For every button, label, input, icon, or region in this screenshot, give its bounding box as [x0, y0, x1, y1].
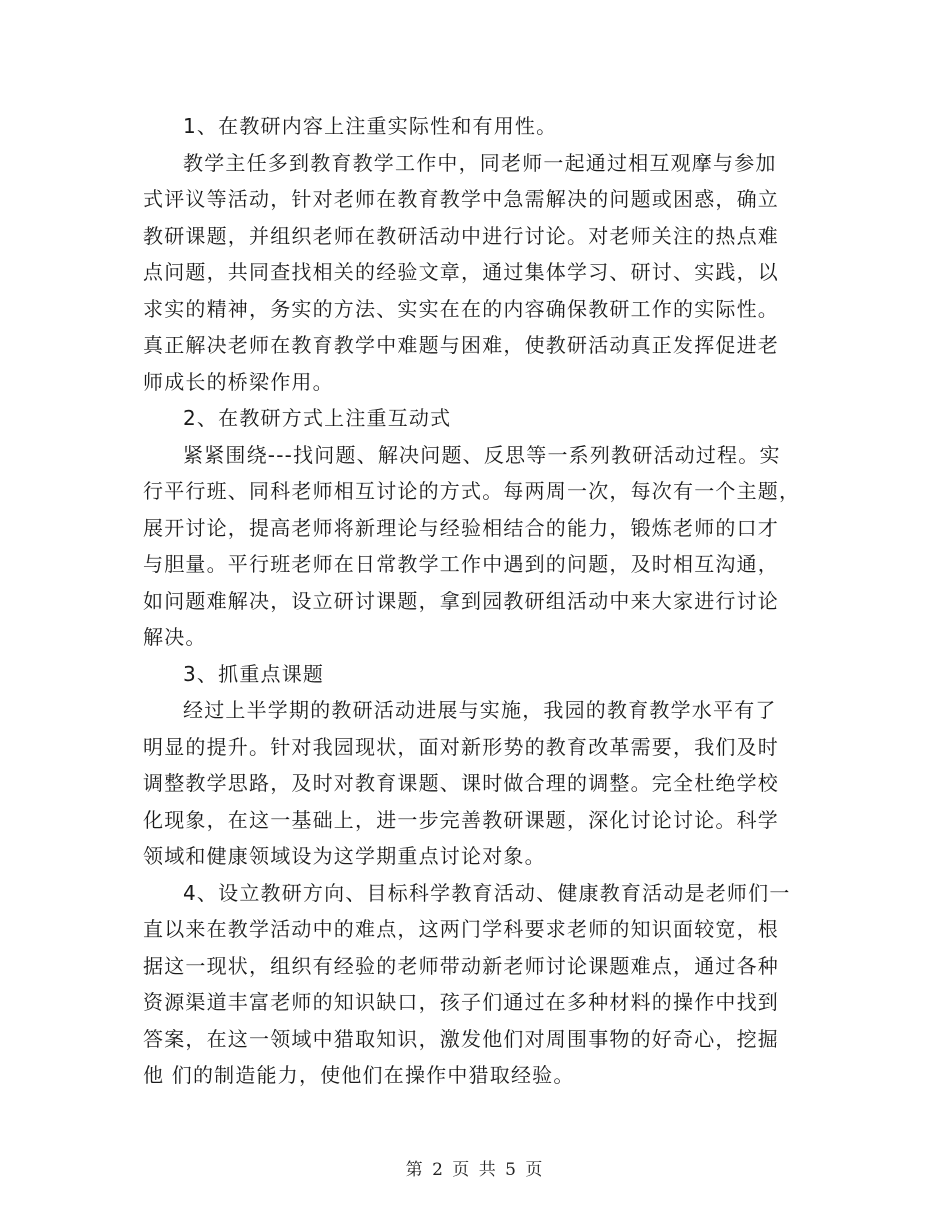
section-4-paragraph [143, 875, 803, 1094]
text-line: 求实的精神，务实的方法、实实在在的内容确保教研工作的实际性。 [143, 296, 779, 321]
text-line: 真正解决老师在教育教学中难题与困难，使教研活动真正发挥促进老 [143, 333, 779, 357]
text-line: 直以来在教学活动中的难点，这两门学科要求老师的知识面较宽，根 [143, 917, 779, 941]
text-line: 答案，在这一领域中猎取知识，激发他们对周围事物的好奇心，挖掘 [143, 1026, 779, 1051]
text-line: 调整教学思路，及时对教育课题、课时做合理的调整。完全杜绝学校 [143, 771, 779, 795]
text-line: 教学主任多到教育教学工作中，同老师一起通过相互观摩与参加 [183, 150, 777, 175]
text-line: 行平行班、同科老师相互讨论的方式。每两周一次，每次有一个主题， [143, 479, 801, 503]
page-number-footer: 第 2 页 共 5 页 [405, 1160, 545, 1180]
text-line: 师成长的桥梁作用。 [143, 369, 334, 394]
text-line: 紧紧围绕---找问题、解决问题、反思等一系列教研活动过程。实 [183, 442, 781, 467]
text-line: 资源渠道丰富老师的知识缺口，孩子们通过在多种材料的操作中找到 [143, 990, 779, 1014]
text-line: 据这一现状，组织有经验的老师带动新老师讨论课题难点，通过各种 [143, 953, 779, 978]
section-2-heading: 2、在教研方式上注重互动式 [183, 406, 452, 430]
section-3-heading: 3、抓重点课题 [183, 661, 325, 686]
text-line: 展开讨论，提高老师将新理论与经验相结合的能力，锻炼老师的口才 [143, 515, 779, 540]
text-line: 经过上半学期的教研活动进展与实施，我园的教育教学水平有了 [183, 698, 777, 722]
text-line: 与胆量。平行班老师在日常教学工作中遇到的问题，及时相互沟通， [143, 552, 779, 576]
text-line: 领域和健康领域设为这学期重点讨论对象。 [143, 844, 546, 868]
section-1-paragraph [143, 145, 803, 401]
section-2-paragraph [143, 437, 803, 656]
text-line: 化现象，在这一基础上，进一步完善教研课题，深化讨论讨论。科学 [143, 807, 779, 832]
text-line: 教研课题，并组织老师在教研活动中进行讨论。对老师关注的热点难 [143, 223, 779, 248]
document-body [143, 108, 803, 1094]
section-3-paragraph [143, 692, 803, 875]
text-line: 式评议等活动，针对老师在教育教学中急需解决的问题或困惑，确立 [143, 187, 779, 211]
section-1-heading: 1、在教研内容上注重实际性和有用性。 [183, 114, 558, 138]
text-line: 如问题难解决，设立研讨课题，拿到园教研组活动中来大家进行讨论 [143, 588, 779, 613]
text-line: 他 们的制造能力，使他们在操作中猎取经验。 [143, 1063, 575, 1087]
text-line: 点问题，共同查找相关的经验文章，通过集体学习、研讨、实践，以 [143, 260, 779, 284]
text-line: 解决。 [143, 625, 207, 649]
text-line: 4、设立教研方向、目标科学教育活动、健康教育活动是老师们一 [183, 880, 791, 905]
text-line: 明显的提升。针对我园现状，面对新形势的教育改革需要，我们及时 [143, 734, 779, 759]
